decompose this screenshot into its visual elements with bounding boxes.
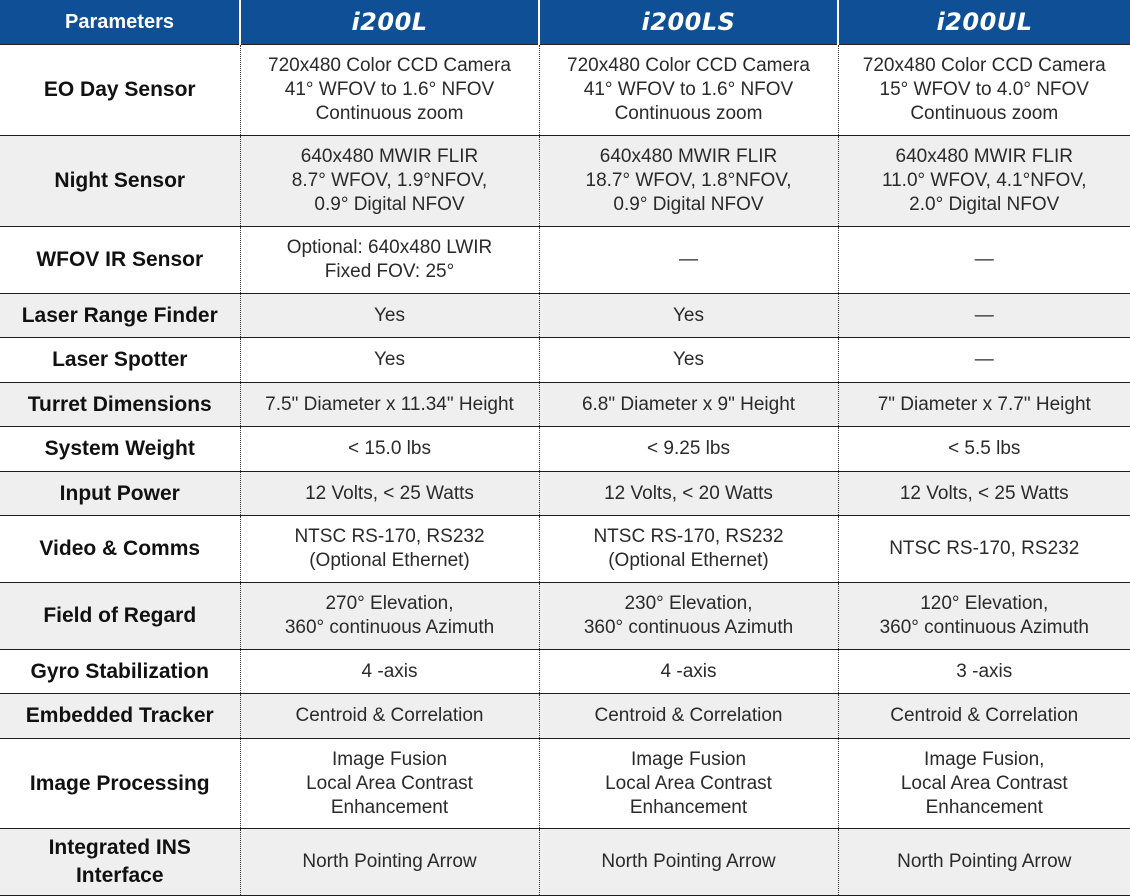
cell-text-line: North Pointing Arrow [839,850,1130,874]
row-label [0,338,240,383]
cell-text-line: < 5.5 lbs [839,437,1130,461]
cell-text-line: Continuous zoom [839,102,1130,126]
table-row [0,583,1130,650]
cell-text-line: North Pointing Arrow [540,850,838,874]
cell-text-line: 7.5" Diameter x 11.34" Height [241,393,539,417]
header-model-i200ls: i200LS [539,0,838,45]
cell-text-line: 360° continuous Azimuth [839,616,1130,640]
cell-text-line: NTSC RS-170, RS232 [540,525,838,549]
cell-text-line: — [839,348,1130,372]
cell-text-line: Yes [540,304,838,328]
cell-text-line: Centroid & Correlation [241,704,539,728]
cell-text-line: Optional: 640x480 LWIR [241,236,539,260]
spec-cell [539,227,838,294]
spec-cell [838,472,1130,516]
header-model-i200ul: i200UL [838,0,1130,45]
cell-text-line: Continuous zoom [241,102,539,126]
cell-text-line: 640x480 MWIR FLIR [839,145,1130,169]
spec-cell [240,694,539,739]
spec-cell [240,516,539,583]
row-label [0,227,240,294]
spec-cell [240,45,539,136]
cell-text-line: 0.9° Digital NFOV [241,193,539,217]
cell-text-line: 720x480 Color CCD Camera [839,54,1130,78]
spec-cell [838,294,1130,338]
cell-text-line: — [540,248,838,272]
cell-text-line: 11.0° WFOV, 4.1°NFOV, [839,169,1130,193]
cell-text-line: Enhancement [540,796,838,820]
cell-text-line: 4 -axis [540,660,838,684]
header-model-i200l: i200L [240,0,539,45]
row-label [0,694,240,739]
spec-cell [539,739,838,829]
spec-cell [539,383,838,427]
table-row [0,294,1130,338]
cell-text-line: < 15.0 lbs [241,437,539,461]
cell-text-line: 41° WFOV to 1.6° NFOV [241,78,539,102]
spec-cell [539,583,838,650]
spec-cell [539,829,838,896]
row-label [0,739,240,829]
cell-text-line: Local Area Contrast [839,772,1130,796]
spec-cell [539,136,838,227]
header-parameters: Parameters [0,0,240,45]
cell-text-line: Image Fusion [241,748,539,772]
spec-cell [838,829,1130,896]
cell-text-line: 2.0° Digital NFOV [839,193,1130,217]
cell-text-line: Image Fusion [540,748,838,772]
cell-text-line: < 9.25 lbs [540,437,838,461]
row-label-text: Embedded Tracker [0,702,240,730]
spec-cell [240,227,539,294]
cell-text-line: (Optional Ethernet) [241,549,539,573]
spec-cell [838,650,1130,694]
cell-text-line: Enhancement [839,796,1130,820]
cell-text-line: — [839,304,1130,328]
cell-text-line: 720x480 Color CCD Camera [540,54,838,78]
spec-cell [539,338,838,383]
cell-text-line: 18.7° WFOV, 1.8°NFOV, [540,169,838,193]
row-label-text: Night Sensor [0,167,240,195]
row-label [0,427,240,472]
row-label [0,294,240,338]
spec-cell [539,45,838,136]
row-label-text: Integrated INS [0,834,240,862]
cell-text-line: 120° Elevation, [839,592,1130,616]
cell-text-line: 6.8" Diameter x 9" Height [540,393,838,417]
table-row [0,45,1130,136]
cell-text-line: 8.7° WFOV, 1.9°NFOV, [241,169,539,193]
spec-cell [838,338,1130,383]
cell-text-line: Yes [540,348,838,372]
spec-cell [838,136,1130,227]
row-label-text: EO Day Sensor [0,76,240,104]
cell-text-line: Centroid & Correlation [839,704,1130,728]
cell-text-line: NTSC RS-170, RS232 [839,537,1130,561]
cell-text-line: (Optional Ethernet) [540,549,838,573]
table-row [0,383,1130,427]
cell-text-line: 0.9° Digital NFOV [540,193,838,217]
spec-cell [539,516,838,583]
spec-cell [539,650,838,694]
cell-text-line: 3 -axis [839,660,1130,684]
cell-text-line: 360° continuous Azimuth [241,616,539,640]
row-label [0,45,240,136]
row-label [0,472,240,516]
cell-text-line: Enhancement [241,796,539,820]
spec-cell [539,694,838,739]
cell-text-line: — [839,248,1130,272]
cell-text-line: Fixed FOV: 25° [241,260,539,284]
table-row [0,694,1130,739]
row-label-text: System Weight [0,435,240,463]
cell-text-line: Yes [241,348,539,372]
table-row [0,427,1130,472]
cell-text-line: Centroid & Correlation [540,704,838,728]
table-row [0,829,1130,896]
header-row [0,0,1130,45]
spec-cell [240,383,539,427]
cell-text-line: 270° Elevation, [241,592,539,616]
row-label [0,650,240,694]
table-row [0,227,1130,294]
spec-cell [240,427,539,472]
cell-text-line: Local Area Contrast [540,772,838,796]
table-row [0,338,1130,383]
row-label [0,516,240,583]
row-label-text: Gyro Stabilization [0,658,240,686]
spec-cell [539,472,838,516]
cell-text-line: 12 Volts, < 25 Watts [241,482,539,506]
row-label-text: Turret Dimensions [0,391,240,419]
spec-cell [240,472,539,516]
spec-cell [838,739,1130,829]
table-row [0,516,1130,583]
cell-text-line: 360° continuous Azimuth [540,616,838,640]
spec-cell [838,583,1130,650]
spec-cell [838,383,1130,427]
cell-text-line: 12 Volts, < 20 Watts [540,482,838,506]
row-label-text: WFOV IR Sensor [0,246,240,274]
spec-cell [539,294,838,338]
row-label-text: Image Processing [0,770,240,798]
row-label [0,383,240,427]
spec-cell [838,427,1130,472]
table-row [0,136,1130,227]
cell-text-line: 41° WFOV to 1.6° NFOV [540,78,838,102]
row-label [0,136,240,227]
table-row [0,739,1130,829]
cell-text-line: 12 Volts, < 25 Watts [839,482,1130,506]
row-label-text: Laser Spotter [0,346,240,374]
cell-text-line: 640x480 MWIR FLIR [540,145,838,169]
cell-text-line: Local Area Contrast [241,772,539,796]
row-label-text: Interface [0,862,240,890]
cell-text-line: 4 -axis [241,660,539,684]
cell-text-line: Continuous zoom [540,102,838,126]
row-label [0,583,240,650]
cell-text-line: Yes [241,304,539,328]
cell-text-line: 7" Diameter x 7.7" Height [839,393,1130,417]
row-label-text: Laser Range Finder [0,302,240,330]
spec-cell [240,294,539,338]
cell-text-line: 720x480 Color CCD Camera [241,54,539,78]
spec-cell [240,583,539,650]
cell-text-line: NTSC RS-170, RS232 [241,525,539,549]
spec-cell [838,45,1130,136]
row-label-text: Field of Regard [0,602,240,630]
row-label-text: Video & Comms [0,535,240,563]
cell-text-line: 640x480 MWIR FLIR [241,145,539,169]
spec-cell [240,136,539,227]
spec-cell [240,829,539,896]
spec-cell [240,739,539,829]
spec-cell [838,694,1130,739]
row-label-text: Input Power [0,480,240,508]
spec-cell [539,427,838,472]
spec-cell [838,227,1130,294]
row-label [0,829,240,896]
cell-text-line: 230° Elevation, [540,592,838,616]
table-row [0,472,1130,516]
cell-text-line: 15° WFOV to 4.0° NFOV [839,78,1130,102]
cell-text-line: North Pointing Arrow [241,850,539,874]
spec-cell [240,650,539,694]
table-row [0,650,1130,694]
spec-cell [240,338,539,383]
cell-text-line: Image Fusion, [839,748,1130,772]
spec-cell [838,516,1130,583]
